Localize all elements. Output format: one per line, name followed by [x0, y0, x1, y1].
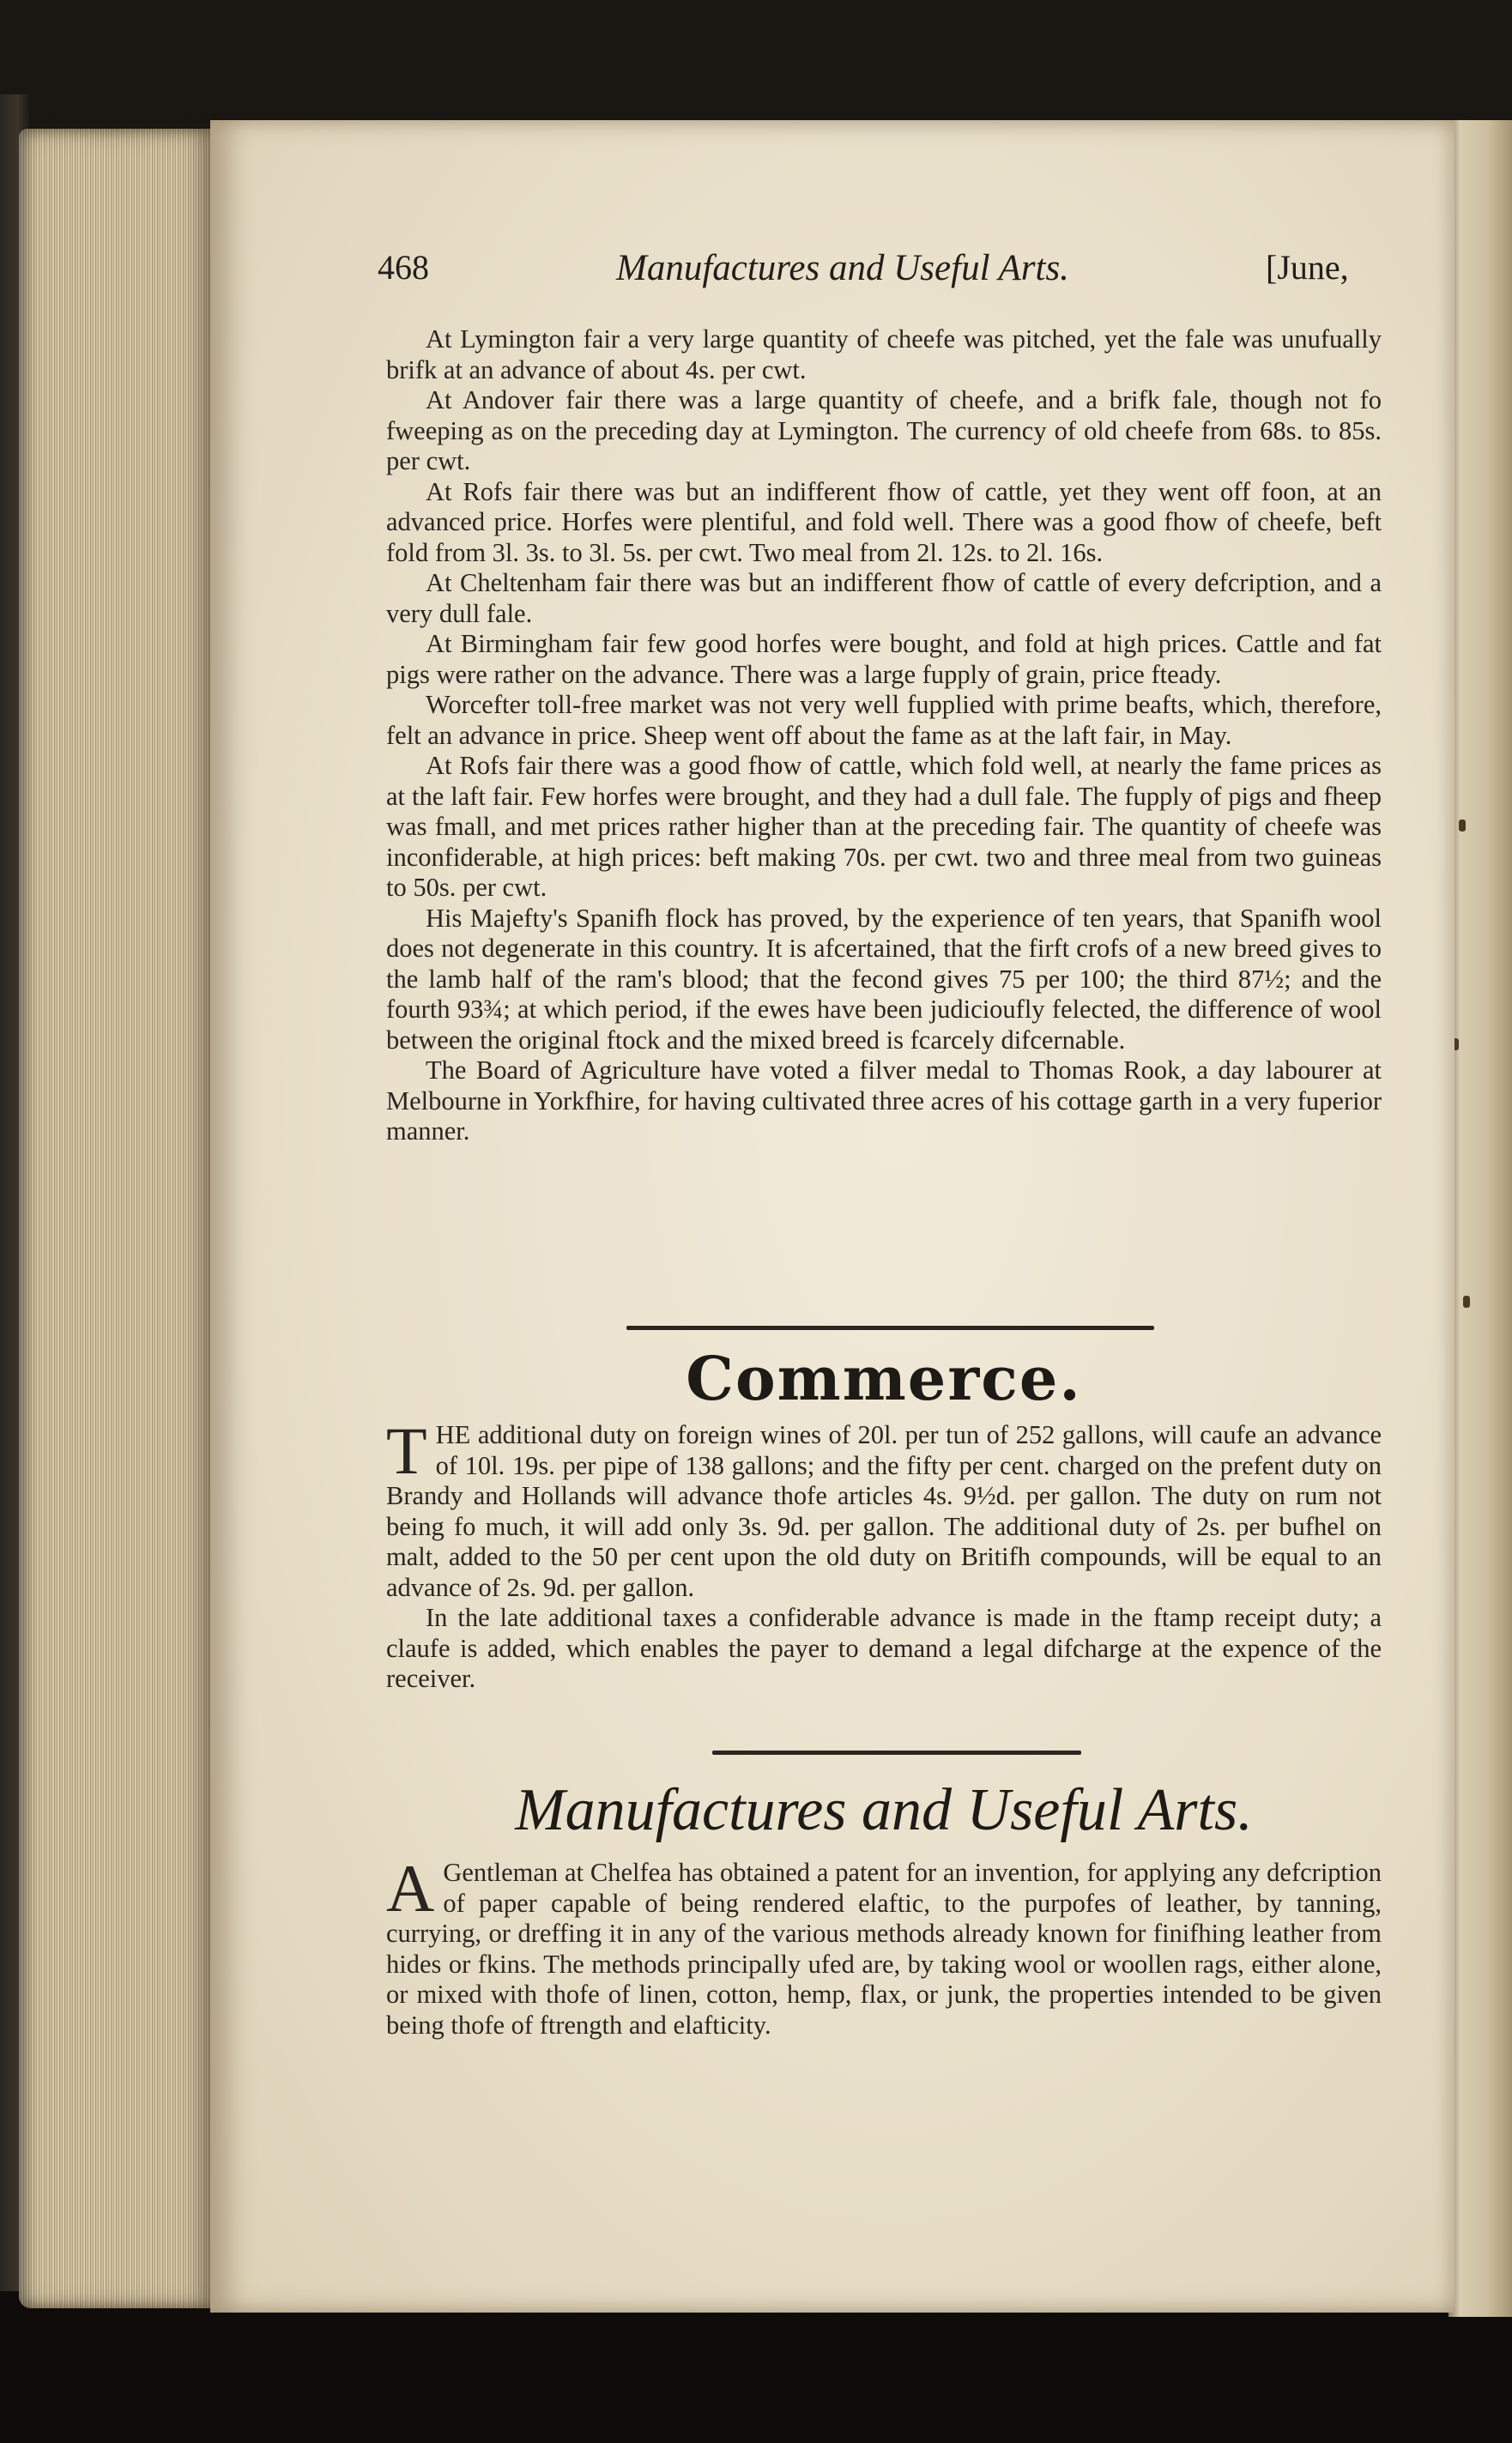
paragraph: At Birmingham fair few good horfes were bought, and fold at high prices. Cattle and fat pigs were rather on the advance. There was a large fupply of grain, price fteady. [386, 629, 1382, 689]
paragraph: In the late additional taxes a confiderable advance is made in the ftamp receipt duty; a claufe is added, which enables the payer to demand a legal difcharge at the expence of the receiver. [386, 1603, 1382, 1693]
commerce-section [386, 1413, 1382, 1695]
section-divider-rule [712, 1751, 1081, 1755]
drop-cap: T [386, 1413, 427, 1488]
fairs-report-section [386, 324, 1382, 1147]
manufactures-heading: Manufactures and Useful Arts. [515, 1777, 1253, 1843]
commerce-heading: Commerce. [686, 1343, 1082, 1414]
paragraph: At Andover fair there was a large quantity of cheefe, and a brifk fale, though not fo fweeping as on the preceding day at Lymington. The currency of old cheefe from 68s. to 85s. per cwt. [386, 385, 1382, 475]
paragraph: Worcefter toll-free market was not very well fupplied with prime beafts, which, therefore, felt an advance in price. Sheep went off about the fame as at the laft fair, in May. [386, 690, 1382, 750]
paragraph-text: HE additional duty on foreign wines of 20l. per tun of 252 gallons, will caufe an advance of 10l. 19s. per pipe of 138 gallons; and the fifty per cent. charged on the prefent duty on Brandy and Hollands will advance thofe articles 4s. 9½d. per gallon. The duty on rum not being fo much, it will add only 3s. 9d. per gallon. The additional duty of 2s. per bufhel on malt, added to the 50 per cent upon the old duty on Britifh compounds, will be equal to an advance of 2s. 9d. per gallon. [386, 1420, 1382, 1602]
running-month: [June, [1266, 248, 1349, 287]
page-fore-edge-stack [19, 129, 218, 2308]
paragraph [386, 1851, 1382, 2041]
running-title: Manufactures and Useful Arts. [616, 248, 1069, 288]
paragraph: The Board of Agriculture have voted a filver medal to Thomas Rook, a day labourer at Melbourne in Yorkfhire, for having cultivated three acres of his cottage garth in a very fuperior manner. [386, 1055, 1382, 1146]
paragraph: At Rofs fair there was a good fhow of cattle, which fold well, at nearly the fame prices as at the laft fair. Few horfes were brought, and they had a dull fale. The fupply of pigs and fheep was fmall, and met prices rather higher than at the preceding fair. The quantity of cheefe was inconfiderable, at high prices: beft making 70s. per cwt. two and three meal from two guineas to 50s. per cwt. [386, 751, 1382, 902]
manufactures-section [386, 1851, 1382, 2041]
paragraph: His Majefty's Spanifh flock has proved, by the experience of ten years, that Spanifh wool does not degenerate in this country. It is afcertained, that the firft crofs of a new breed gives to the lamb half of the ram's blood; that the fecond gives 75 per 100; the third 87½; and the fourth 93¾; at which period, if the ewes have been judicioufly felected, the difference of wool between the original ftock and the mixed breed is fcarcely difcernable. [386, 903, 1382, 1055]
paragraph: At Cheltenham fair there was but an indifferent fhow of cattle of every defcription, and a very dull fale. [386, 568, 1382, 628]
paragraph: At Rofs fair there was but an indifferent fhow of cattle, yet they went off foon, at an advanced price. Horfes were plentiful, and fold well. There was a good fhow of cheefe, beft fold from 3l. 3s. to 3l. 5s. per cwt. Two meal from 2l. 12s. to 2l. 16s. [386, 476, 1382, 567]
paragraph: At Lymington fair a very large quantity of cheefe was pitched, yet the fale was unufually brifk at an advance of about 4s. per cwt. [386, 324, 1382, 384]
paragraph-text: Gentleman at Chelfea has obtained a patent for an invention, for applying any defcription of paper capable of being rendered elaftic, to the purpofes of leather, by tanning, currying, or dreffing it in any of the various methods already known for finifhing leather from hides or fkins. The methods principally ufed are, by taking wool or woollen rags, either alone, or mixed with thofe of linen, cotton, hemp, flax, or junk, the properties intended to be given being thofe of ftrength and elafticity. [386, 1858, 1382, 2040]
section-divider-rule [626, 1326, 1154, 1330]
edge-mark [1463, 1296, 1470, 1308]
page-number: 468 [378, 248, 429, 287]
edge-mark [1459, 819, 1466, 831]
paragraph [386, 1413, 1382, 1603]
drop-cap: A [386, 1851, 435, 1926]
adjacent-page-edge [1448, 120, 1512, 2317]
